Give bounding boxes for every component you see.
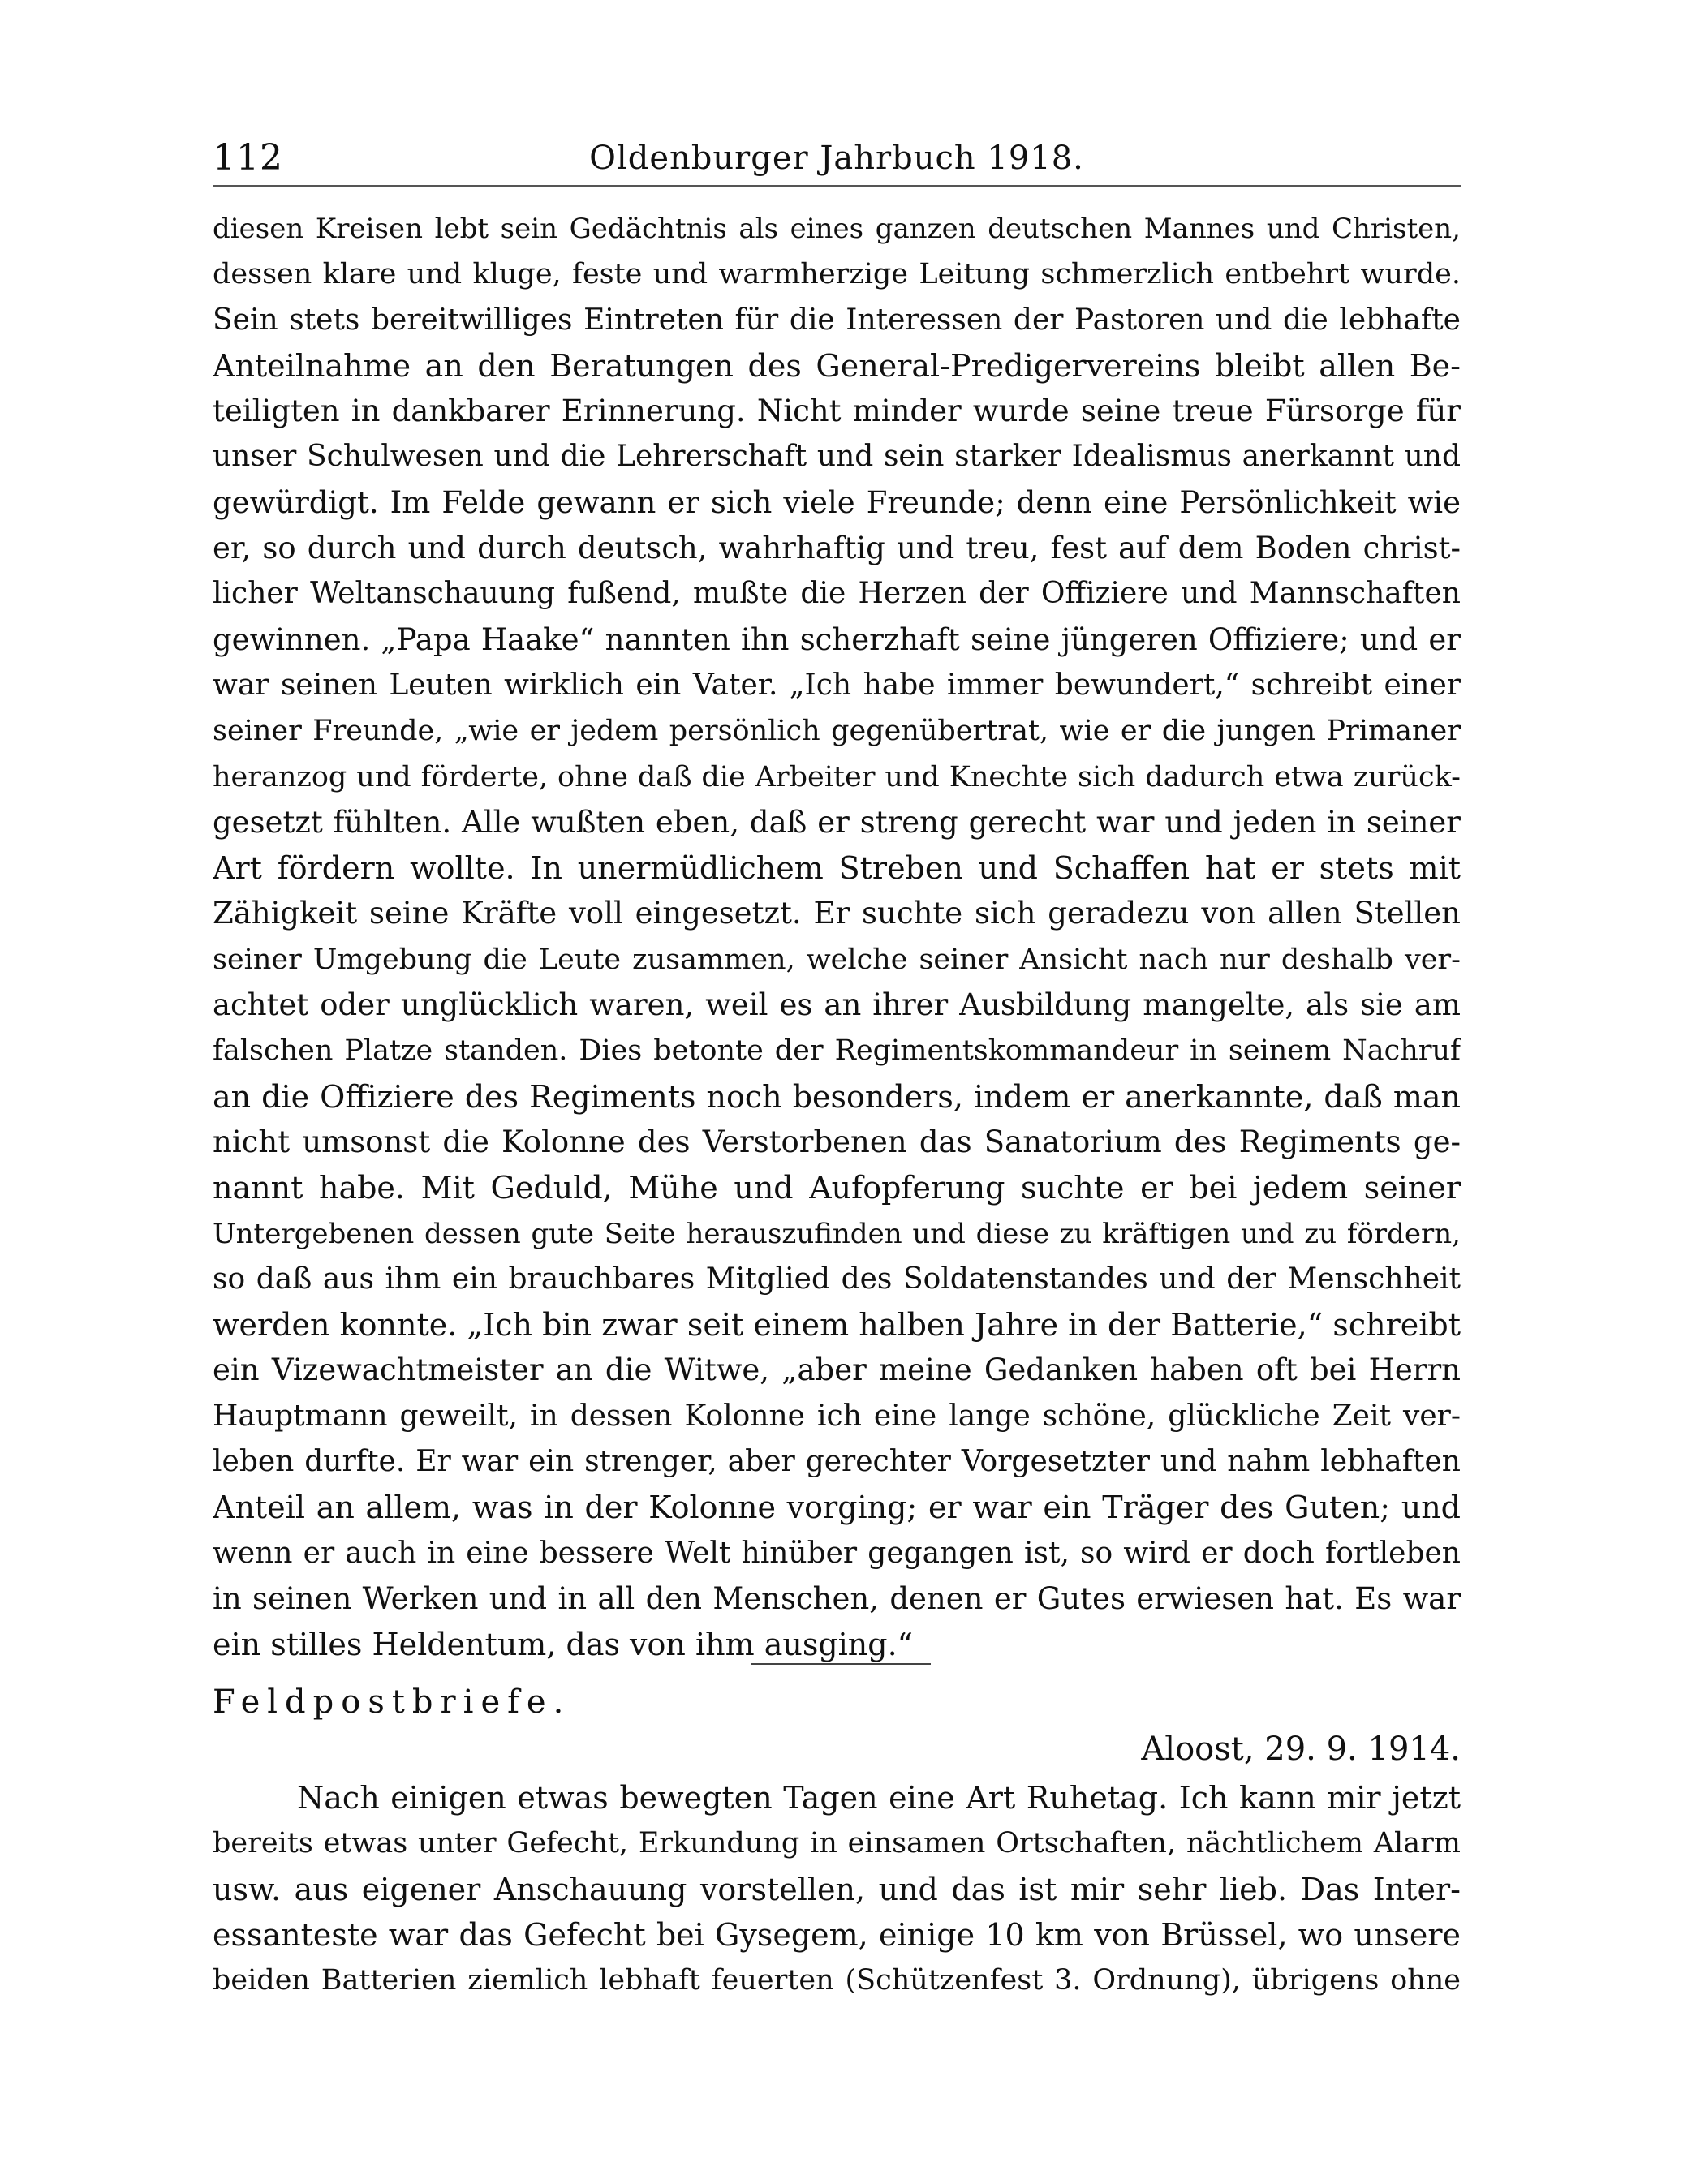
text-line: achtet oder unglücklich waren, weil es an ihrer Ausbildung mangelte, als sie am [213,987,1461,1023]
text-line: Anteil an allem, was in der Kolonne vorging; er war ein Träger des Guten; und [213,1490,1461,1526]
text-line: Hauptmann geweilt, in dessen Kolonne ich eine lange schöne, glückliche Zeit ver- [213,1399,1461,1433]
text-line: ein Vizewachtmeister an die Witwe, „aber meine Gedanken haben oft bei Herrn [213,1352,1461,1388]
page-header [213,134,1461,183]
text-line: leben durfte. Er war ein strenger, aber gerechter Vorgesetzter und nahm lebhaften [213,1445,1461,1479]
text-line: licher Weltanschauung fußend, mußte die Herzen der Offiziere und Mannschaften [213,577,1461,611]
text-line: war seinen Leuten wirklich ein Vater. „Ich habe immer bewundert,“ schreibt einer [213,668,1461,702]
text-line: heranzog und förderte, ohne daß die Arbeiter und Knechte sich dadurch etwa zurück- [213,760,1461,793]
page-number: 112 [213,137,283,178]
running-head: Oldenburger Jahrbuch 1918. [589,140,1084,177]
text-line: seiner Umgebung die Leute zusammen, welche seiner Ansicht nach nur deshalb ver- [213,943,1461,976]
text-line: bereits etwas unter Gefecht, Erkundung in einsamen Ortschaften, nächtlichem Alarm [213,1827,1461,1860]
header-rule [213,185,1461,187]
letter-dateline: Aloost, 29. 9. 1914. [1141,1730,1461,1768]
text-line: unser Schulwesen und die Lehrerschaft und sein starker Idealismus anerkannt und [213,440,1461,474]
text-line: falschen Platze standen. Dies betonte der Regimentskommandeur in seinem Nachruf [213,1034,1461,1068]
text-line: beiden Batterien ziemlich lebhaft feuerten (Schützenfest 3. Ordnung), übrigens ohne [213,1964,1461,1997]
text-line: diesen Kreisen lebt sein Gedächtnis als eines ganzen deutschen Mannes und Christen, [213,213,1461,245]
main-text [213,206,1461,1668]
text-line: Nach einigen etwas bewegten Tagen eine Art Ruhetag. Ich kann mir jetzt [297,1780,1461,1816]
text-line: in seinen Werken und in all den Menschen, denen er Gutes erwiesen hat. Es war [213,1580,1461,1616]
text-line: teiligten in dankbarer Erinnerung. Nicht minder wurde seine treue Fürsorge für [213,393,1461,429]
text-line: gewürdigt. Im Felde gewann er sich viele Freunde; denn eine Persönlichkeit wie [213,484,1461,520]
text-line: an die Offiziere des Regiments noch besonders, indem er anerkannte, daß man [213,1078,1461,1115]
text-line: nicht umsonst die Kolonne des Verstorbenen das Sanatorium des Regiments ge- [213,1124,1461,1159]
text-line: Sein stets bereitwilliges Eintreten für die Interessen der Pastoren und die lebhafte [213,303,1461,337]
section-heading: Feldpostbriefe. [213,1683,571,1721]
text-line: nannt habe. Mit Geduld, Mühe und Aufopferung suchte er bei jedem seiner [213,1170,1461,1206]
text-line: wenn er auch in eine bessere Welt hinüber gegangen ist, so wird er doch fortleben [213,1536,1461,1570]
text-line: werden konnte. „Ich bin zwar seit einem halben Jahre in der Batterie,“ schreibt [213,1307,1461,1344]
text-line: Untergebenen dessen gute Seite herauszufinden und diese zu kräftigen und zu fördern, [213,1217,1461,1250]
text-line: dessen klare und kluge, feste und warmherzige Leitung schmerzlich entbehrt wurde. [213,258,1461,291]
text-line: gesetzt fühlten. Alle wußten eben, daß er streng gerecht war und jeden in seiner [213,804,1461,840]
letter-text [213,1775,1461,2003]
text-line: usw. aus eigener Anschauung vorstellen, und das ist mir sehr lieb. Das Inter- [213,1871,1461,1907]
text-line: essanteste war das Gefecht bei Gysegem, einige 10 km von Brüssel, wo unsere [213,1916,1461,1953]
text-line: ein stilles Heldentum, das von ihm ausging.“ [213,1627,914,1663]
text-line: Art fördern wollte. In unermüdlichem Streben und Schaffen hat er stets mit [213,850,1461,887]
text-line: Anteilnahme an den Beratungen des General-Predigervereins bleibt allen Be- [213,347,1461,384]
text-line: er, so durch und durch deutsch, wahrhaftig und treu, fest auf dem Boden christ- [213,531,1461,566]
text-line: gewinnen. „Papa Haake“ nannten ihn scherzhaft seine jüngeren Offiziere; und er [213,621,1461,657]
text-line: so daß aus ihm ein brauchbares Mitglied des Soldatenstandes und der Menschheit [213,1262,1461,1296]
section-divider [751,1663,931,1665]
text-line: Zähigkeit seine Kräfte voll eingesetzt. Er suchte sich geradezu von allen Stellen [213,896,1461,931]
text-line: seiner Freunde, „wie er jedem persönlich gegenübertrat, wie er die jungen Primaner [213,715,1461,748]
